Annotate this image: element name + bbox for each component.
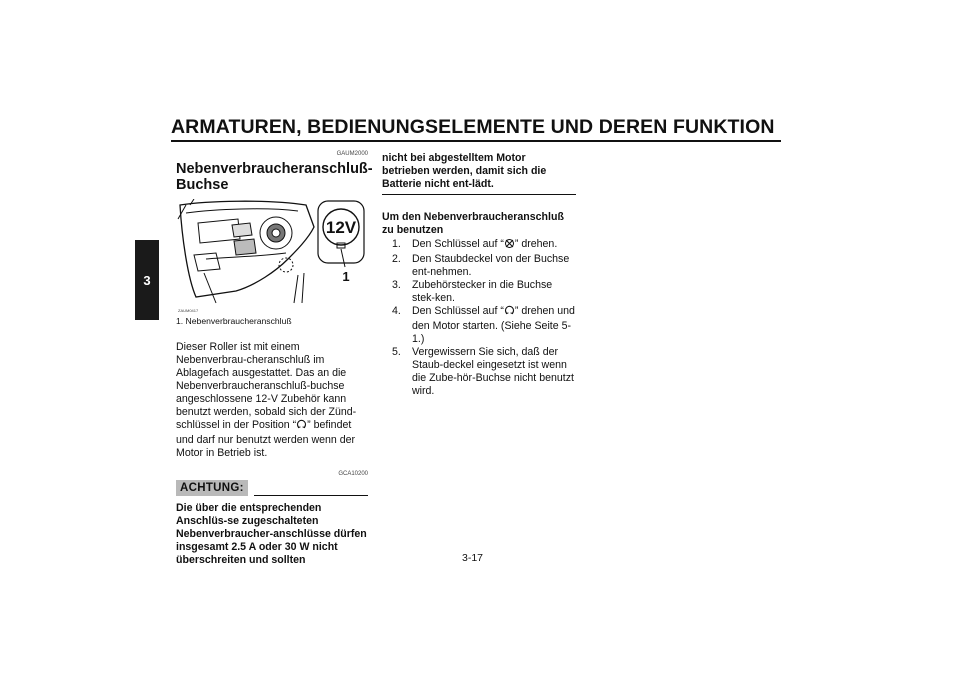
procedure-step: [382, 238, 576, 253]
on-key-icon: [504, 305, 515, 320]
figure-caption: 1. Nebenverbraucheranschluß: [176, 316, 292, 326]
procedure-step: [382, 346, 576, 398]
procedure-step: [382, 279, 576, 305]
chapter-number: 3: [143, 272, 151, 288]
page-number: 3-17: [462, 552, 484, 564]
procedure-title: Um den Nebenverbraucheranschluß zu benutzen: [382, 211, 564, 236]
intro-paragraph: [176, 341, 368, 460]
caution-badge: ACHTUNG:: [176, 480, 248, 496]
section-code: GAUM2000: [336, 151, 368, 157]
on-key-icon: [296, 419, 307, 434]
caution-heading: [176, 480, 368, 496]
left-column: [176, 150, 373, 567]
caution-text: Die über die entsprechenden Anschlüs-se zugeschalteten Nebenverbraucher-anschlüsse dürfen insgesamt 2.5 A oder 30 W nicht überschreiten und sollten: [176, 502, 367, 566]
caution-text-continued: nicht bei abgestelltem Motor betrieben werden, damit sich die Batterie nicht ent-lädt.: [382, 152, 547, 190]
socket-12v-label: 12V: [325, 218, 357, 237]
step-text: Den Schlüssel auf “ ” drehen.: [412, 238, 576, 253]
section-title: Nebenverbraucheranschluß-Buchse: [176, 161, 373, 193]
step-text: Vergewissern Sie sich, daß der Staub-deckel eingesetzt ist wenn die Zube-hör-Buchse nicht benutzt wird.: [412, 346, 574, 397]
caution-code: GCA10200: [338, 471, 368, 477]
caution-end-rule: [382, 194, 576, 195]
step-text: Den Staubdeckel von der Buchse ent-nehmen.: [412, 253, 570, 278]
step-number: 4.: [392, 305, 401, 317]
step-number: 3.: [392, 279, 401, 291]
procedure-step: [382, 253, 576, 279]
intro-text-2: ” befindet und darf nur benutzt werden wenn der Motor in Betrieb ist.: [176, 419, 356, 459]
callout-number: 1: [342, 269, 350, 284]
header-rule: [171, 140, 781, 142]
step-text: Den Schlüssel auf “ ” drehen und den Motor starten. (Siehe Seite 5-1.): [412, 305, 575, 345]
caution-rule: [254, 495, 368, 496]
procedure-step: [382, 305, 576, 346]
step-number: 2.: [392, 253, 401, 265]
intro-text-1: Dieser Roller ist mit einem Nebenverbrau-cheranschluß im Ablagefach ausgestattet. Das an die Nebenverbraucheranschluß-buchse angeschlossene 12-V Zubehör kann benutzt werden, sobald sich der Zünd-schlüssel in der Position “: [176, 341, 357, 431]
page-header-title: ARMATUREN, BEDIENUNGSELEMENTE UND DEREN FUNKTION: [171, 116, 775, 138]
step-text: Zubehörstecker in die Buchse stek-ken.: [412, 279, 553, 304]
procedure-steps: [382, 238, 576, 398]
figure-code: ZAUM0417: [178, 308, 199, 313]
off-key-icon: [504, 238, 515, 253]
step-number: 1.: [392, 238, 401, 250]
scooter-console-drawing: [176, 199, 368, 315]
chapter-tab: [135, 240, 159, 320]
socket-illustration: [176, 199, 368, 315]
step-number: 5.: [392, 346, 401, 358]
right-column: [382, 150, 576, 398]
